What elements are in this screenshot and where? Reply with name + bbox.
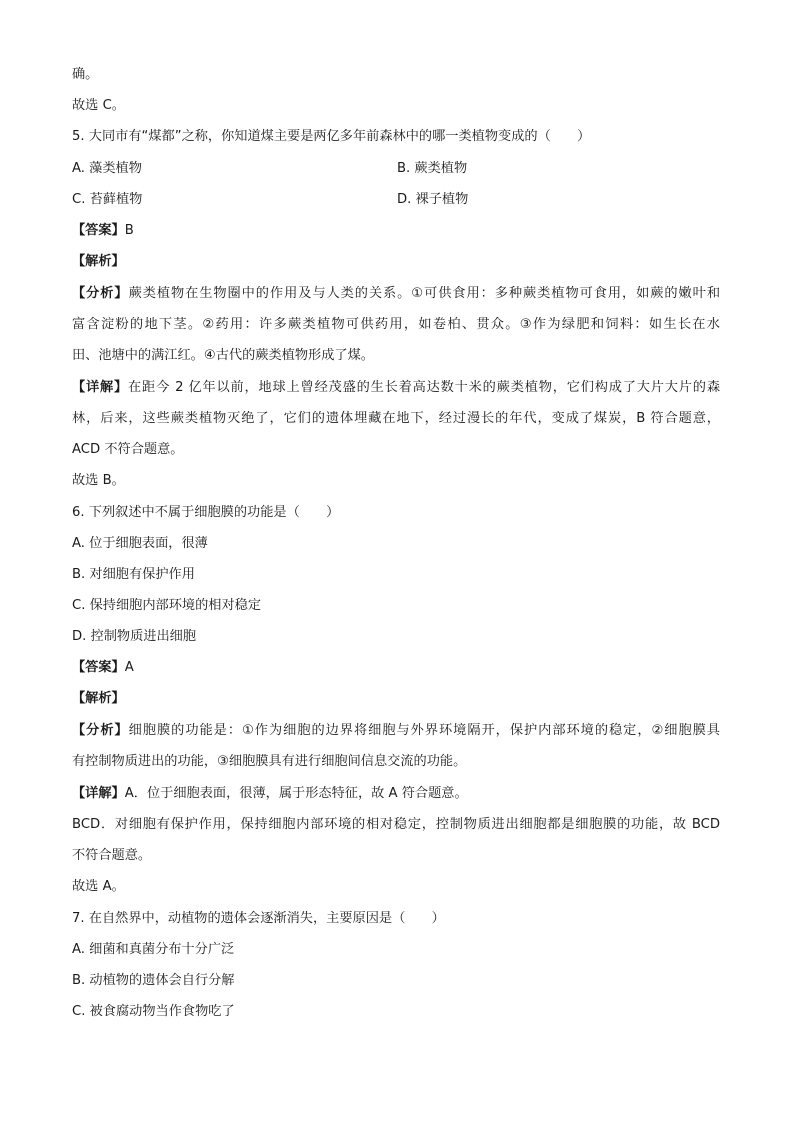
analysis-line [72, 722, 720, 740]
option-b: B. 动植物的遗体会自行分解 [72, 973, 235, 988]
option-b: B. 对细胞有保护作用 [72, 567, 195, 582]
detail-line: 不符合题意。 [72, 848, 152, 863]
detail-tag: 【详解】 [72, 786, 125, 801]
answer-choice-line: 故选 B。 [72, 473, 125, 488]
answer-choice-line: 故选 A。 [72, 879, 125, 894]
option-c: C. 苔藓植物 [72, 192, 143, 207]
detail-text: A．位于细胞表面，很薄，属于形态特征，故 A 符合题意。 [124, 786, 468, 801]
analysis-line: 富含淀粉的地下茎。②药用：许多蕨类植物可供药用，如卷柏、贯众。③作为绿肥和饲料：如生长在水 [72, 317, 720, 332]
question-5-options-row-1 [72, 160, 732, 178]
detail-text: 在距今 2 亿年以前，地球上曾经茂盛的生长着高达数十米的蕨类植物，它们构成了大片大片的森 [128, 380, 721, 395]
option-a: A. 藻类植物 [72, 161, 142, 176]
detail-line [72, 785, 468, 803]
option-d: D. 裸子植物 [397, 192, 469, 207]
question-5: 5. 大同市有“煤都”之称，你知道煤主要是两亿多年前森林中的哪一类植物变成的（ ） [72, 129, 591, 144]
answer-tag: 【答案】 [72, 660, 125, 675]
answer-tag: 【答案】 [72, 223, 125, 238]
answer-line [72, 659, 134, 677]
analysis-text: 细胞膜的功能是：①作为细胞的边界将细胞与外界环境隔开，保护内部环境的稳定，②细胞膜具 [128, 723, 720, 738]
option-c: C. 保持细胞内部环境的相对稳定 [72, 598, 262, 613]
detail-line: 林，后来，这些蕨类植物灭绝了，它们的遗体埋藏在地下，经过漫长的年代，变成了煤炭，B 符合题意， [72, 411, 720, 426]
analysis-line [72, 285, 720, 303]
analysis-tag: 【分析】 [72, 723, 129, 738]
question-6: 6. 下列叙述中不属于细胞膜的功能是（ ） [72, 505, 340, 520]
analysis-tag: 【分析】 [72, 286, 129, 301]
analysis-text: 蕨类植物在生物圈中的作用及与人类的关系。①可供食用：多种蕨类植物可食用，如蕨的嫩叶和 [128, 286, 721, 301]
detail-line: ACD 不符合题意。 [72, 442, 184, 457]
question-5-options-row-2 [72, 191, 732, 209]
option-a: A. 位于细胞表面，很薄 [72, 536, 208, 551]
option-c: C. 被食腐动物当作食物吃了 [72, 1004, 235, 1019]
detail-tag: 【详解】 [72, 380, 129, 395]
detail-line [72, 379, 720, 397]
detail-line: BCD．对细胞有保护作用，保持细胞内部环境的相对稳定，控制物质进出细胞都是细胞膜的功能，故 BCD [72, 817, 720, 832]
analysis-heading: 【解析】 [72, 691, 125, 706]
answer-choice-line: 故选 C。 [72, 98, 125, 113]
answer-value: B [124, 223, 134, 238]
answer-value: A [124, 660, 134, 675]
analysis-line: 田、池塘中的满江红。④古代的蕨类植物形成了煤。 [72, 348, 374, 363]
text-line: 确。 [72, 67, 99, 82]
option-a: A. 细菌和真菌分布十分广泛 [72, 942, 235, 957]
answer-line [72, 222, 134, 240]
option-b: B. 蕨类植物 [397, 161, 468, 176]
analysis-line: 有控制物质进出的功能，③细胞膜具有进行细胞间信息交流的功能。 [72, 754, 467, 769]
question-7: 7. 在自然界中，动植物的遗体会逐渐消失，主要原因是（ ） [72, 911, 445, 926]
analysis-heading: 【解析】 [72, 254, 125, 269]
option-d: D. 控制物质进出细胞 [72, 629, 197, 644]
